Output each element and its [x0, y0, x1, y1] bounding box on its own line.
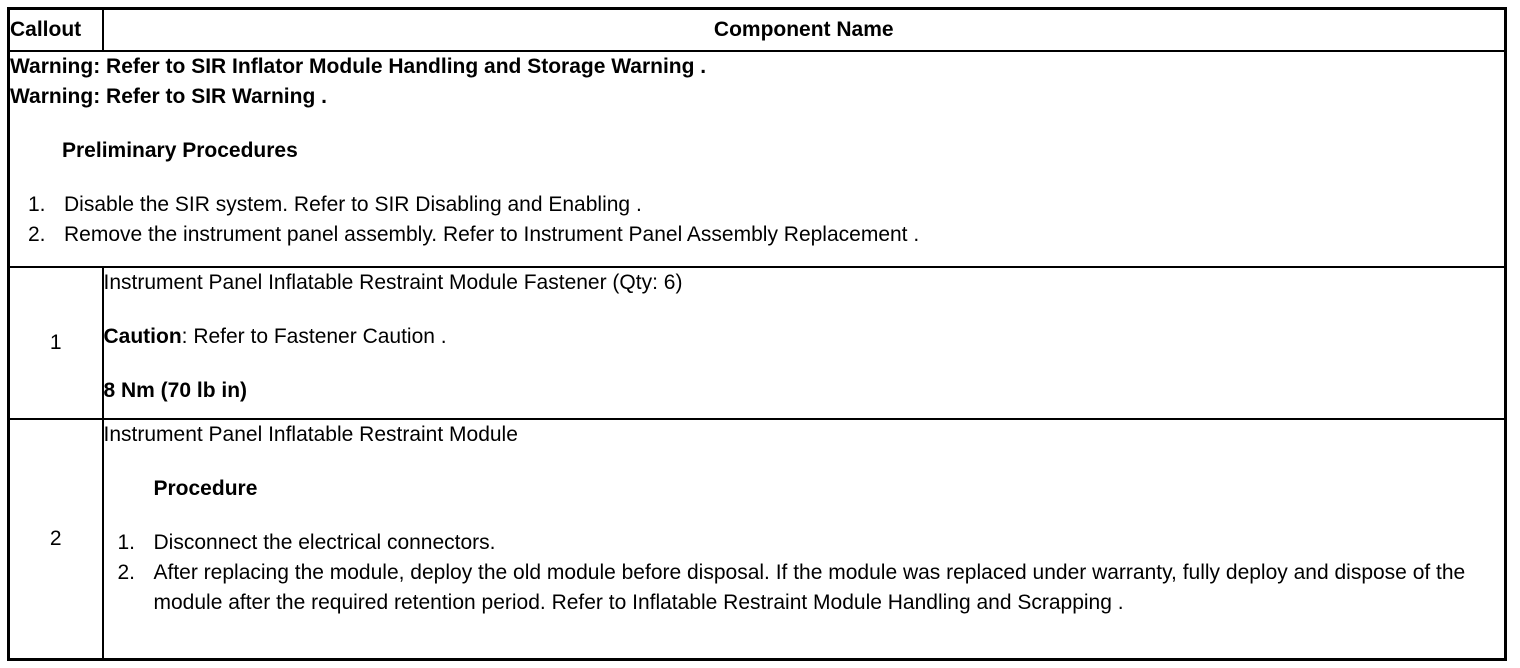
preliminary-steps — [10, 190, 1504, 250]
procedure-steps — [104, 528, 1505, 618]
warning-sir: Warning: Refer to SIR Warning . — [10, 85, 327, 108]
preliminary-row — [9, 51, 1506, 267]
list-item — [117, 528, 1505, 558]
component-cell — [103, 419, 1506, 660]
caution-text: : Refer to Fastener Caution . — [181, 325, 447, 348]
step-text: Disable the SIR system. Refer to SIR Disabling and Enabling . — [64, 193, 642, 216]
table-row — [9, 419, 1506, 660]
component-name: Instrument Panel Inflatable Restraint Module — [103, 423, 518, 446]
component-name: Instrument Panel Inflatable Restraint Module Fastener (Qty: 6) — [103, 271, 683, 294]
procedure-title: Procedure — [153, 477, 258, 500]
step-text: Remove the instrument panel assembly. Refer to Instrument Panel Assembly Replacement . — [64, 223, 920, 246]
list-item — [28, 220, 1504, 250]
step-number: 1. — [117, 531, 136, 554]
step-text: After replacing the module, deploy the old module before disposal. If the module was replaced under warranty, fully deploy and dispose of the module after the required retention period. Refer to Inflatable Restraint Module Handling and Scrapping . — [153, 561, 1466, 614]
warning-inflator: Warning: Refer to SIR Inflator Module Handling and Storage Warning . — [10, 55, 707, 78]
callout-number: 2 — [9, 419, 103, 660]
step-number: 1. — [28, 193, 46, 216]
preliminary-cell — [9, 51, 1506, 267]
step-number: 2. — [117, 561, 136, 584]
component-cell — [103, 267, 1506, 419]
caution-label: Caution — [103, 325, 182, 348]
list-item — [28, 190, 1504, 220]
step-number: 2. — [28, 223, 46, 246]
preliminary-title: Preliminary Procedures — [62, 139, 298, 162]
step-text: Disconnect the electrical connectors. — [153, 531, 496, 554]
table-row — [9, 267, 1506, 419]
torque-spec: 8 Nm (70 lb in) — [103, 379, 248, 402]
list-item — [117, 558, 1505, 618]
component-name-header: Component Name — [103, 9, 1506, 52]
callout-header: Callout — [9, 9, 103, 52]
callout-number: 1 — [9, 267, 103, 419]
procedure-table — [7, 7, 1507, 661]
header-row — [9, 9, 1506, 52]
caution-line — [104, 322, 1505, 352]
